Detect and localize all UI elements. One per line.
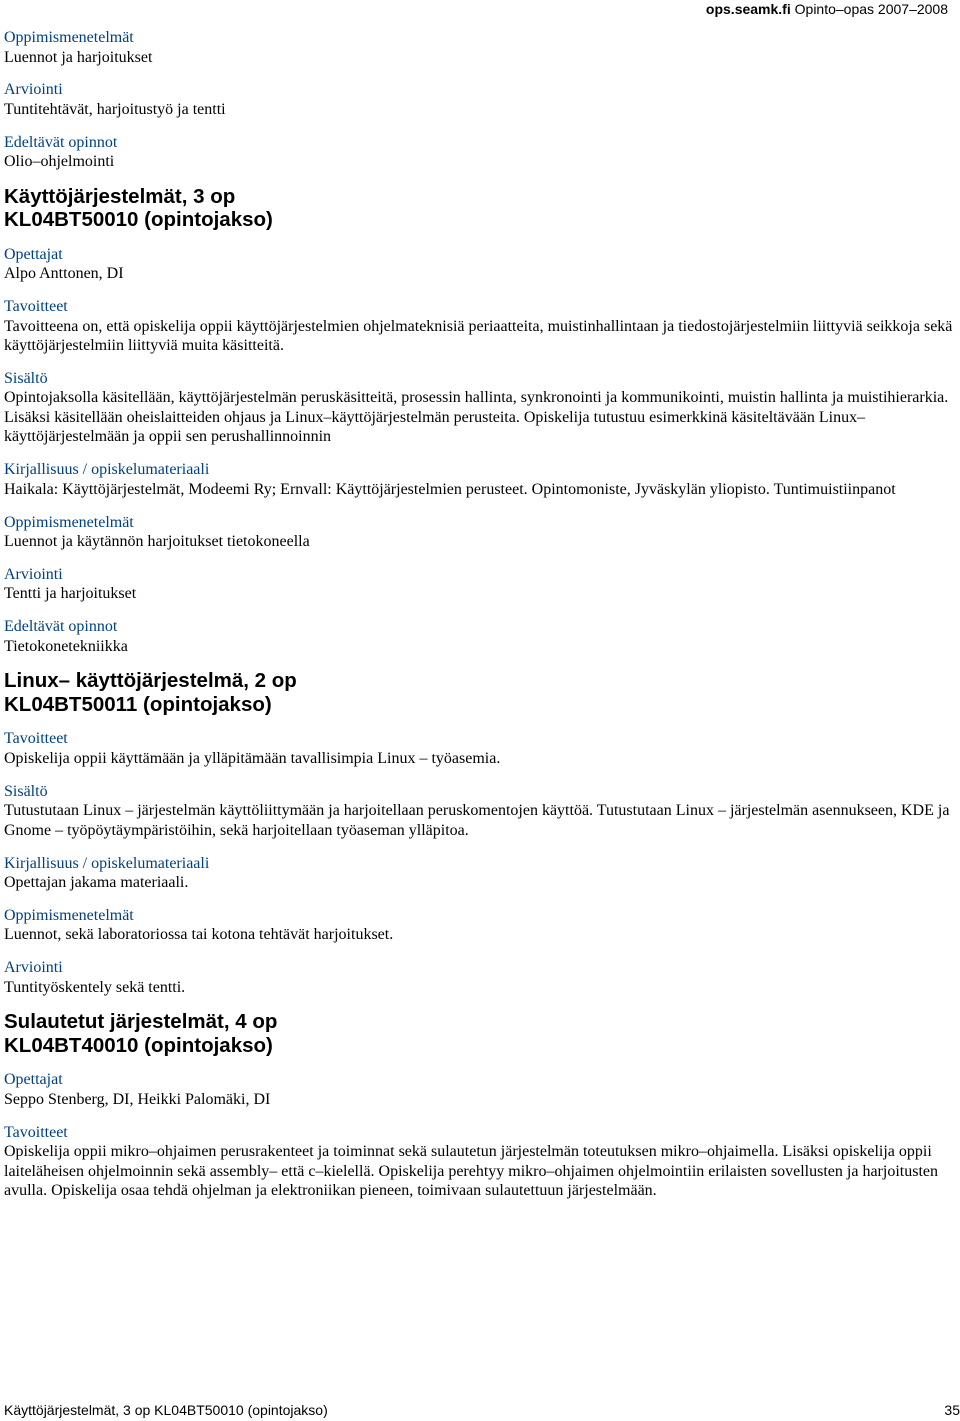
course-name: Linux– käyttöjärjestelmä, 2 op <box>4 669 297 693</box>
section-label: Tavoitteet <box>4 1123 68 1141</box>
section-label: Oppimismenetelmät <box>4 513 134 531</box>
section-text: Luennot ja käytännön harjoitukset tietokoneella <box>4 533 310 551</box>
course-name: Sulautetut järjestelmät, 4 op <box>4 1010 278 1034</box>
section-text: Tentti ja harjoitukset <box>4 585 137 603</box>
section-teachers <box>4 245 956 284</box>
section-label: Sisältö <box>4 369 48 387</box>
section-text: Opiskelija oppii käyttämään ja ylläpitämään tavallisimpia Linux – työasemia. <box>4 749 501 767</box>
section-label: Oppimismenetelmät <box>4 906 134 924</box>
section-methods <box>4 906 956 945</box>
section-assessment <box>4 80 956 119</box>
section-label: Opettajat <box>4 1071 63 1089</box>
section-text: Luennot, sekä laboratoriossa tai kotona tehtävät harjoitukset. <box>4 926 394 944</box>
section-content <box>4 369 956 447</box>
section-label: Sisältö <box>4 782 48 800</box>
section-literature <box>4 854 956 893</box>
page-header <box>706 0 948 18</box>
section-literature <box>4 460 956 499</box>
section-label: Opettajat <box>4 245 63 263</box>
section-objectives <box>4 297 956 356</box>
section-assessment <box>4 565 956 604</box>
section-label: Tavoitteet <box>4 730 68 748</box>
section-label: Tavoitteet <box>4 298 68 316</box>
course-title <box>4 1010 956 1057</box>
section-label: Arviointi <box>4 565 63 583</box>
section-methods <box>4 28 956 67</box>
page-number: 35 <box>944 1402 960 1418</box>
section-label: Arviointi <box>4 81 63 99</box>
course-title <box>4 669 956 716</box>
section-label: Oppimismenetelmät <box>4 29 134 46</box>
section-text: Seppo Stenberg, DI, Heikki Palomäki, DI <box>4 1090 271 1108</box>
section-text: Tuntityöskentely sekä tentti. <box>4 978 186 996</box>
section-objectives <box>4 729 956 768</box>
guide-title: Opinto–opas 2007–2008 <box>794 1 948 17</box>
site-name: ops.seamk.fi <box>705 1 791 17</box>
section-text: Opettajan jakama materiaali. <box>4 874 189 892</box>
section-prerequisites <box>4 133 956 172</box>
section-label: Arviointi <box>4 959 63 977</box>
section-text: Tutustutaan Linux – järjestelmän käyttöliittymään ja harjoitellaan peruskomentojen käyttöä. Tutustutaan Linux – järjestelmän asennukseen, KDE ja Gnome – työpöytäympäristöihin, sekä harjoitellaan työaseman ylläpitoa. <box>4 802 950 839</box>
section-label: Edeltävät opinnot <box>4 133 118 151</box>
section-assessment <box>4 958 956 997</box>
section-objectives <box>4 1123 956 1201</box>
course-code: KL04BT40010 (opintojakso) <box>4 1033 273 1057</box>
section-text: Haikala: Käyttöjärjestelmät, Modeemi Ry; Ernvall: Käyttöjärjestelmien perusteet. Opintomoniste, Jyväskylän yliopisto. Tuntimuistiinpanot <box>4 480 896 498</box>
section-text: Alpo Anttonen, DI <box>4 265 124 283</box>
section-text: Tietokonetekniikka <box>4 637 128 655</box>
section-text: Opintojaksolla käsitellään, käyttöjärjestelmän peruskäsitteitä, prosessin hallinta, synkronointi ja kommunikointi, muistin hallinta ja muistihierarkia. Lisäksi käsitellään oheislaitteiden ohjaus ja Linux–käyttöjärjestelmän perusteita. Opiskelija tutustuu esimerkkinä käsiteltävään Linux–käyttöjärjestelmään ja oppii sen perushallinnoinnin <box>4 389 949 446</box>
section-teachers <box>4 1070 956 1109</box>
footer-course-ref: Käyttöjärjestelmät, 3 op KL04BT50010 (opintojakso) <box>4 1402 328 1418</box>
section-prerequisites <box>4 617 956 656</box>
section-content <box>4 782 956 841</box>
page-content <box>4 28 956 1214</box>
section-text: Olio–ohjelmointi <box>4 153 115 171</box>
section-methods <box>4 513 956 552</box>
course-name: Käyttöjärjestelmät, 3 op <box>4 184 236 208</box>
section-text: Tavoitteena on, että opiskelija oppii käyttöjärjestelmien ohjelmateknisiä periaatteita, muistinhallintaan ja tiedostojärjestelmiin liittyviä seikkoja sekä käyttöjärjestelmiin liittyviä muita käsitteitä. <box>4 317 953 355</box>
course-code: KL04BT50011 (opintojakso) <box>4 692 272 716</box>
section-text: Luennot ja harjoitukset <box>4 48 153 66</box>
course-code: KL04BT50010 (opintojakso) <box>4 208 273 232</box>
section-text: Opiskelija oppii mikro–ohjaimen perusrakenteet ja toiminnat sekä sulautetun järjestelmän toteutuksen mikro–ohjaimella. Lisäksi opiskelija oppii laiteläheisen ohjelmoinnin sekä assembly– että c–kielellä. Opiskelija perehtyy mikro–ohjaimen ohjelmointiin erilaisten sovellusten ja harjoitusten avulla. Opiskelija osaa tehdä ohjelman ja elektroniikan pieneen, toimivaan sulautettuun järjestelmään. <box>4 1143 938 1200</box>
section-label: Kirjallisuus / opiskelumateriaali <box>4 854 210 872</box>
section-label: Kirjallisuus / opiskelumateriaali <box>4 461 210 479</box>
section-text: Tuntitehtävät, harjoitustyö ja tentti <box>4 100 226 118</box>
section-label: Edeltävät opinnot <box>4 618 118 636</box>
page-footer <box>4 1402 960 1418</box>
course-title <box>4 185 956 232</box>
